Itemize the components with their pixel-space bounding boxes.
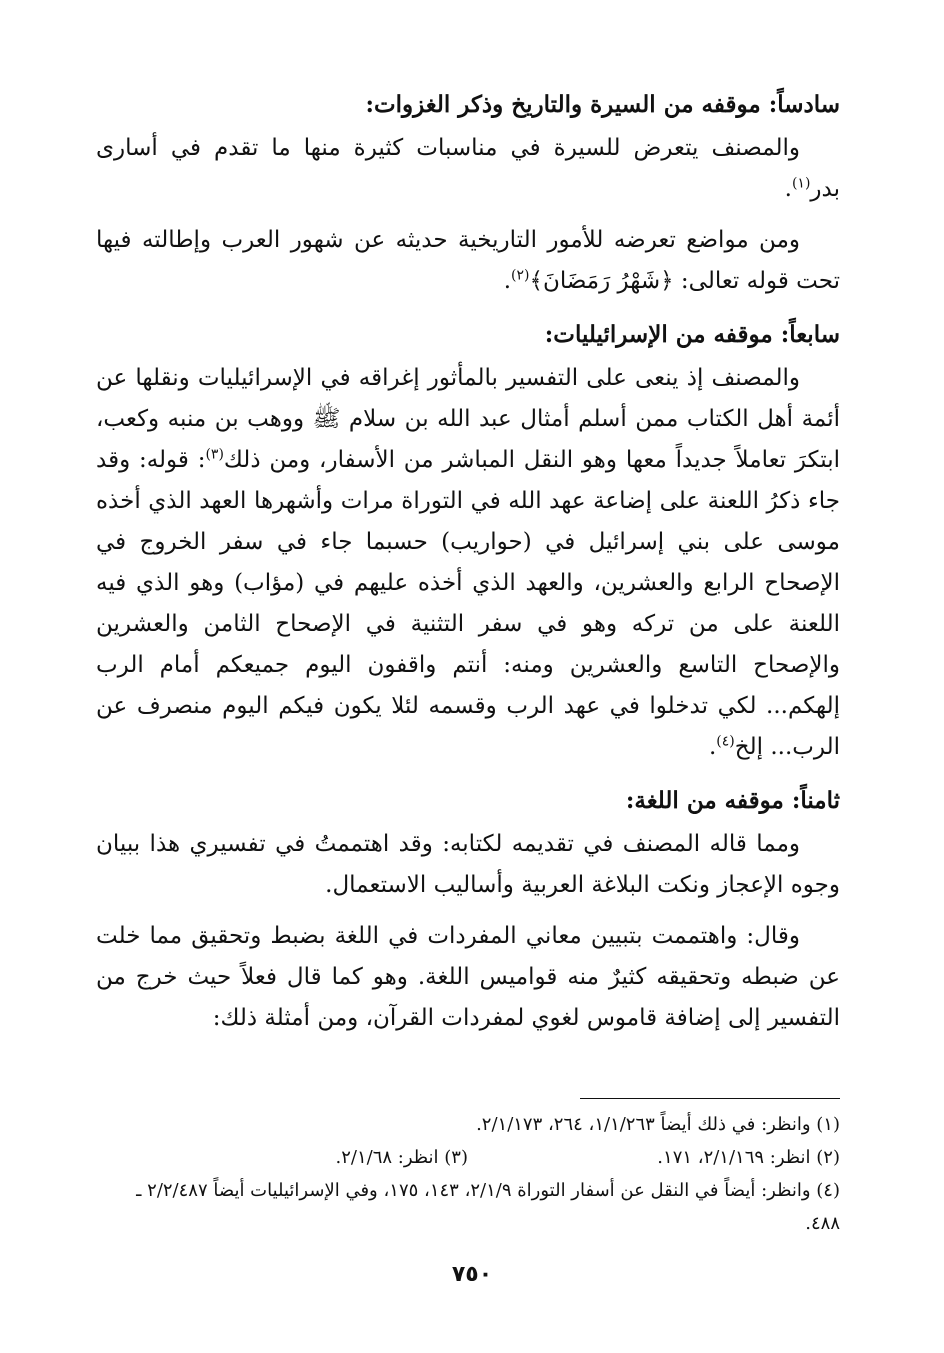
- page-number: ٧٥٠: [451, 1262, 493, 1287]
- paragraph-text: والمصنف إذ ينعى على التفسير بالمأثور إغراقه في الإسرائيليات ونقلها عن أئمة أهل الكتاب ممن أسلم أمثال عبد الله بن سلام ﷺ ووهب بن منبه وكعب، ابتكرَ تعاملاً جديداً معها وهو النقل المباشر من الأسفار، ومن ذلك: [96, 365, 840, 473]
- paragraph: [96, 220, 840, 302]
- footnote-ref: (٤): [716, 733, 735, 750]
- paragraph: ومما قاله المصنف في تقديمه لكتابه: وقد اهتممتُ في تفسيري هذا ببيان وجوه الإعجاز ونكت البلاغة العربية وأساليب الاستعمال.: [96, 831, 840, 898]
- paragraph: [96, 358, 840, 768]
- paragraph-tail: : قوله: وقد جاء ذكرُ اللعنة على إضاعة عهد الله في التوراة مرات وأشهرها العهد الذي أخذه موسى على بني إسرائيل في (حواريب) حسبما جاء في سفر الخروج في الإصحاح الرابع والعشرين، والعهد الذي أخذه عليهم في (مؤاب) وهو الذي فيه اللعنة على من تركه وهو في سفر التثنية في الإصحاح الثامن والعشرين والإصحاح التاسع والعشرين ومنه: أنتم واقفون اليوم جميعكم أمام الرب إلهكم... لكي تدخلوا في عهد الرب وقسمه لئلا يكون فيكم اليوم منصرف عن الرب... إلخ: [96, 447, 840, 760]
- paragraph-text: والمصنف يتعرض للسيرة في مناسبات كثيرة منها ما تقدم في أسارى بدر: [96, 135, 840, 202]
- section-heading-seventh: سابعاً: موقفه من الإسرائيليات:: [544, 321, 840, 348]
- footnote: (١) وانظر: في ذلك أيضاً ١/١/٢٦٣، ٢٦٤، ٢/١/١٧٣.: [476, 1114, 840, 1135]
- section-heading-sixth: سادساً: موقفه من السيرة والتاريخ وذكر الغزوات:: [365, 91, 840, 118]
- paragraph: [96, 128, 840, 210]
- footnote: (٤) وانظر: أيضاً في النقل عن أسفار التوراة ٢/١/٩، ١٤٣، ١٧٥، وفي الإسرائيليات أيضاً ٢/٢/٤٨٧ ـ ٤٨٨.: [136, 1180, 840, 1234]
- paragraph-tail: .: [503, 268, 512, 294]
- footnote-ref: (٣): [205, 446, 224, 463]
- paragraph: وقال: واهتممت بتبيين معاني المفردات في اللغة بضبط وتحقيق مما خلت عن ضبطه وتحقيقه كثيرٌ منه قواميس اللغة. وهو كما قال فعلاً حيث خرج من التفسير إلى إضافة قاموس لغوي لمفردات القرآن، ومن أمثلة ذلك:: [96, 923, 840, 1031]
- footnote-divider: [580, 1098, 840, 1099]
- footnotes: [96, 1108, 840, 1240]
- section-heading-eighth: ثامناً: موقفه من اللغة:: [625, 787, 840, 814]
- footnote-ref: (٢): [511, 267, 530, 284]
- footnote: (٣) انظر: ٢/١/٦٨.: [335, 1147, 468, 1168]
- footnote: (٢) انظر: ٢/١/١٦٩، ١٧١.: [657, 1147, 840, 1168]
- paragraph-tail: .: [708, 734, 717, 760]
- paragraph-tail: .: [784, 176, 792, 202]
- footnote-ref: (١): [791, 175, 811, 192]
- footnote-row: [96, 1141, 840, 1174]
- paragraph-text: ومن مواضع تعرضه للأمور التاريخية حديثه عن شهور العرب وإطالته فيها تحت قوله تعالى: ﴿شَهْرُ رَمَضَانَ﴾: [96, 227, 840, 294]
- page-body: [96, 82, 840, 1049]
